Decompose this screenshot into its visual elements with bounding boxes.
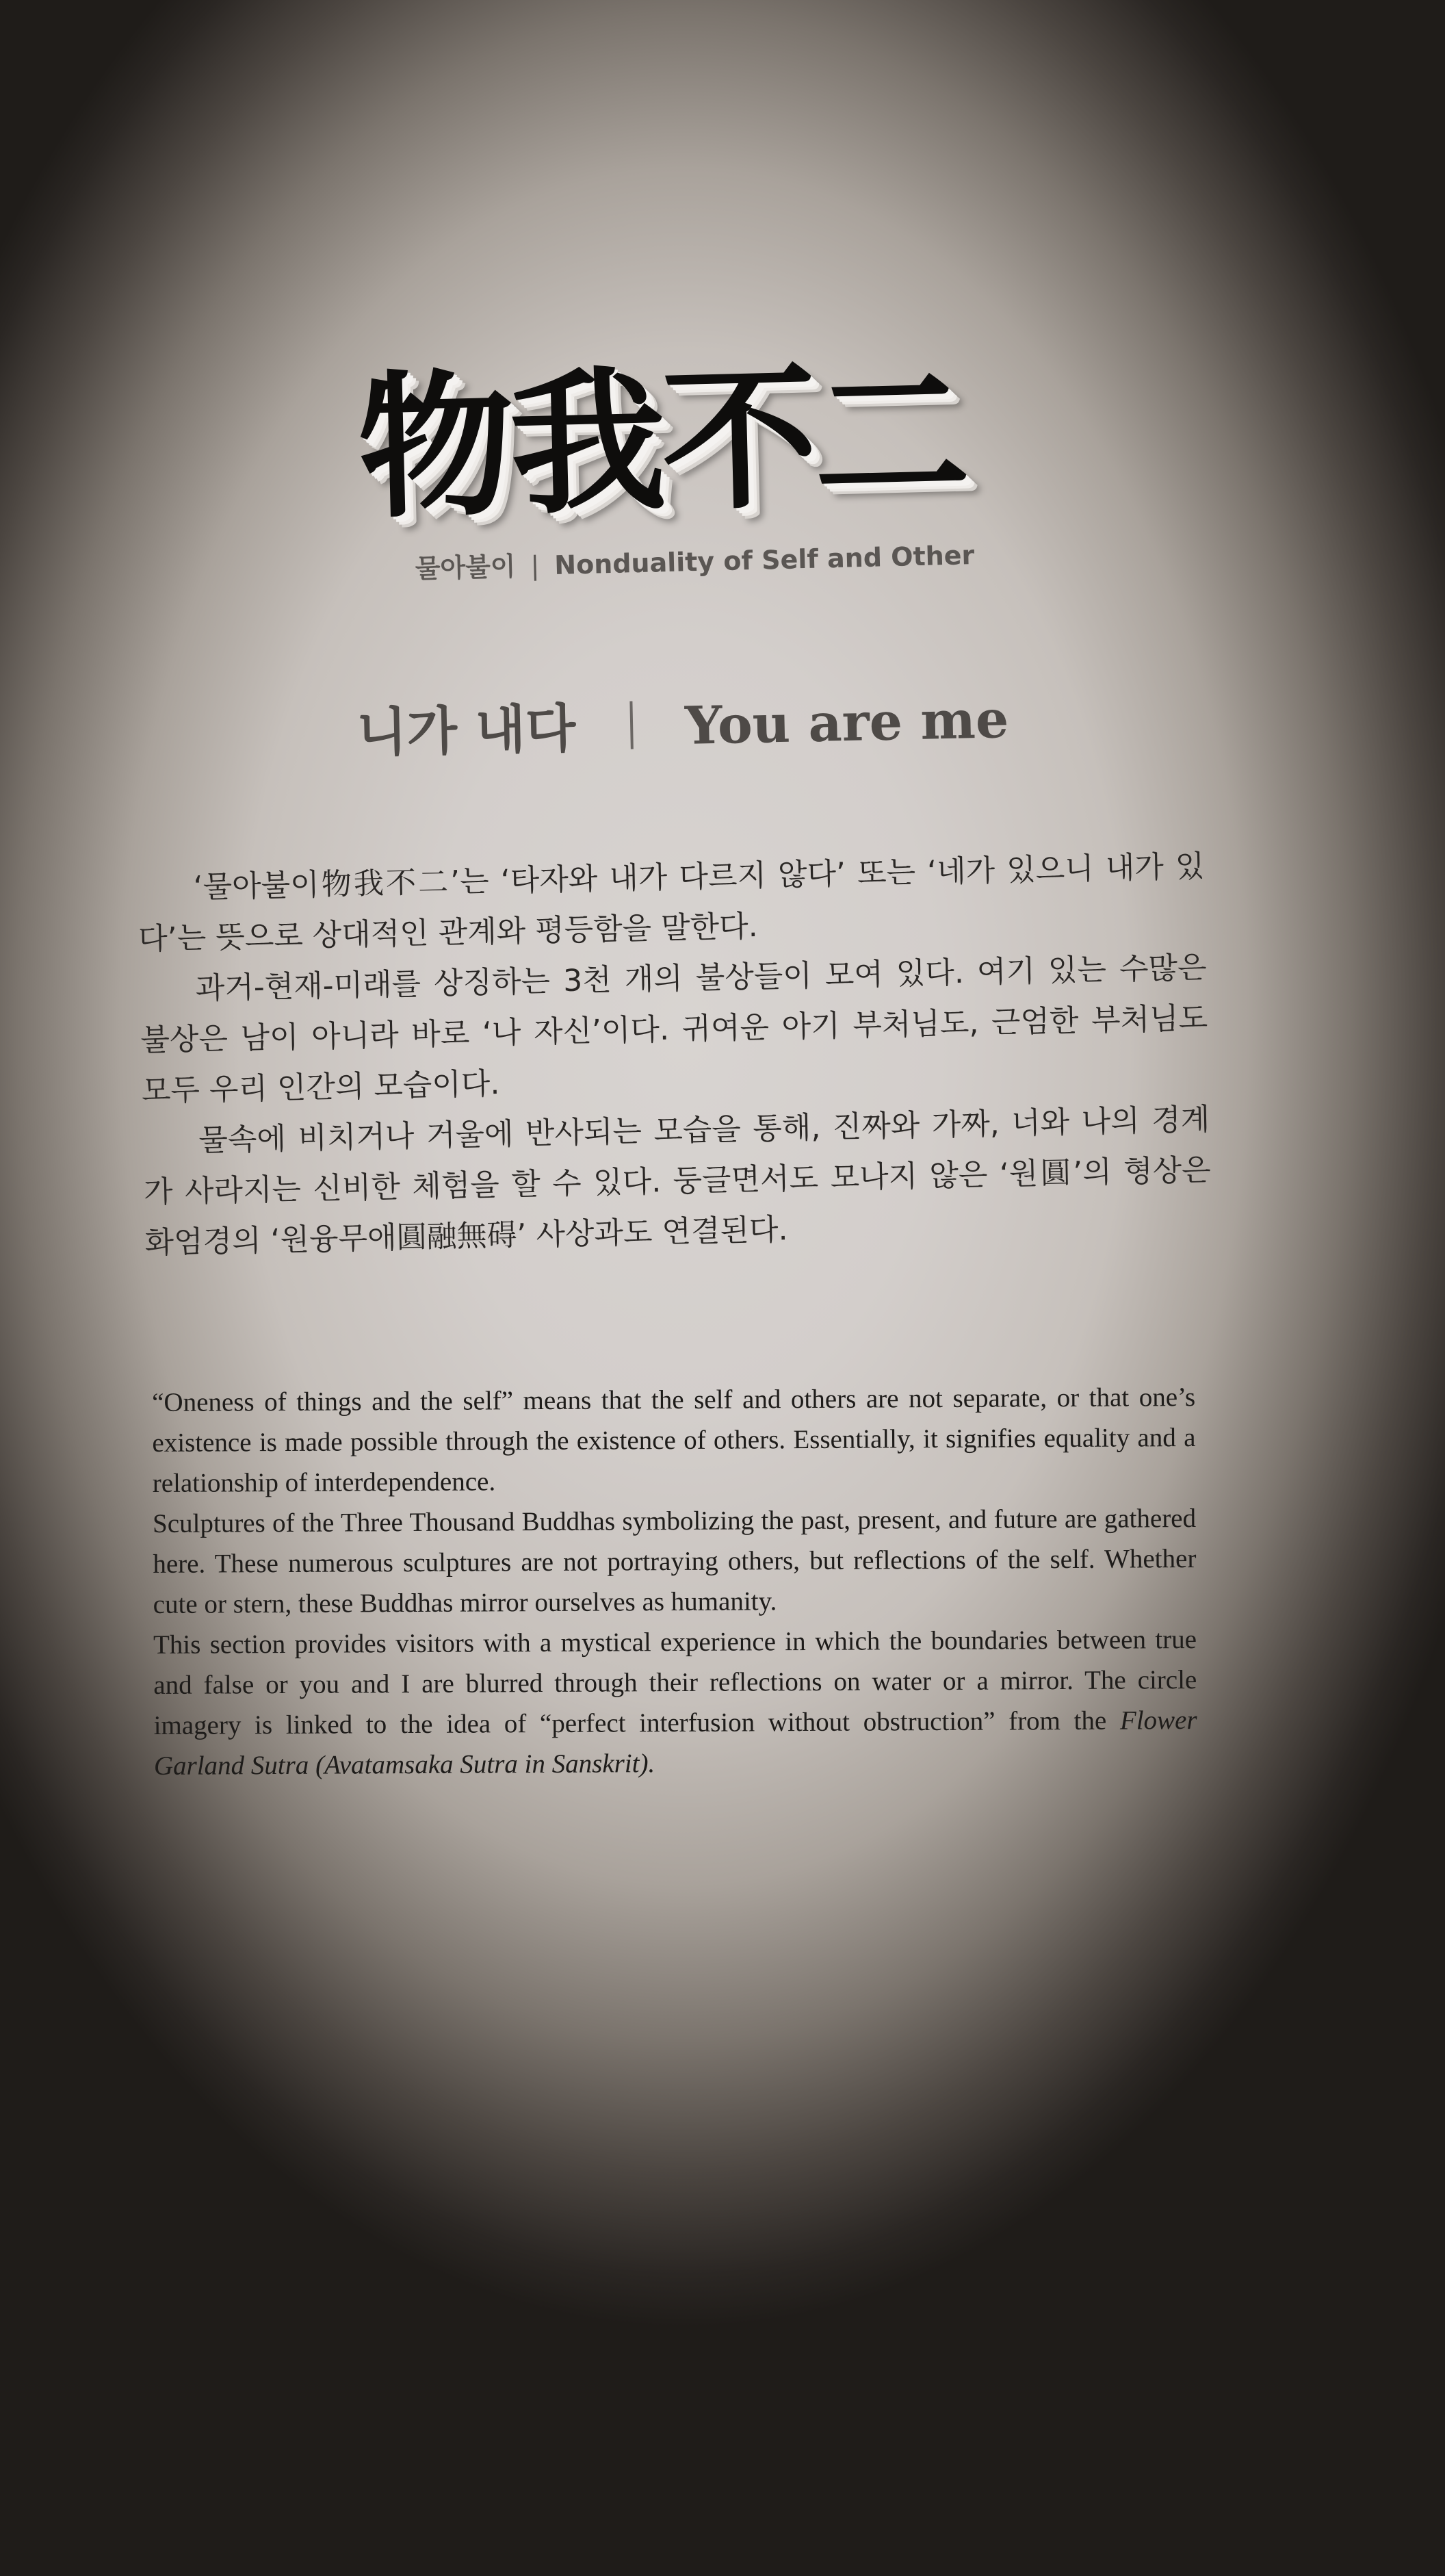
title-subline [415, 534, 975, 585]
title-separator: | [530, 550, 540, 581]
sutra-title-italic: Flower Garland Sutra (Avatamsaka Sutra in Sanskrit). [153, 1705, 1197, 1781]
subtitle-english: You are me [684, 688, 1010, 756]
english-paragraph-3-text: This section provides visitors with a mystical experience in which the boundaries between true and false or you and I are blurred through their reflections on water or a mirror. The circle imagery is linked to the idea of “perfect interfusion without obstruction” from the [153, 1625, 1197, 1740]
hanja-title: 物我不二 [356, 342, 968, 540]
section-subtitle [356, 678, 1009, 766]
title-english: Nonduality of Self and Other [554, 540, 975, 581]
english-paragraph-1: “Oneness of things and the self” means that the self and others are not separate, or that one’s existence is made possible through the existence of others. Essentially, it signifies equality and a relationship of interdependence. [152, 1382, 1196, 1498]
title-korean: 물아불이 [415, 551, 517, 584]
english-description [152, 1377, 1197, 1786]
english-paragraph-3 [153, 1619, 1197, 1786]
subtitle-divider [630, 701, 634, 749]
korean-paragraph-3: 물속에 비치거나 거울에 반사되는 모습을 통해, 진짜와 가짜, 너와 나의 경계가 사라지는 신비한 체험을 할 수 있다. 둥글면서도 모나지 않은 ‘원圓’의 형상은 화엄경의 ‘원융무애圓融無碍’ 사상과도 연결된다. [143, 1102, 1212, 1261]
korean-paragraph-2: 과거-현재-미래를 상징하는 3천 개의 불상들이 모여 있다. 여기 있는 수많은 불상은 남이 아니라 바로 ‘나 자신’이다. 귀여운 아기 부처님도, 근엄한 부처님도 모두 우리 인간의 모습이다. [140, 950, 1208, 1109]
subtitle-korean: 니가 내다 [356, 697, 577, 763]
english-paragraph-2: Sculptures of the Three Thousand Buddhas symbolizing the past, present, and future are gathered here. These numerous sculptures are not portraying others, but reflections of the self. Whether cute or stern, these Buddhas mirror ourselves as humanity. [152, 1504, 1197, 1619]
korean-paragraph-1: ‘물아불이物我不二’는 ‘타자와 내가 다르지 않다’ 또는 ‘네가 있으니 내가 있다’는 뜻으로 상대적인 관계와 평등함을 말한다. [138, 849, 1205, 957]
korean-description [137, 841, 1212, 1269]
